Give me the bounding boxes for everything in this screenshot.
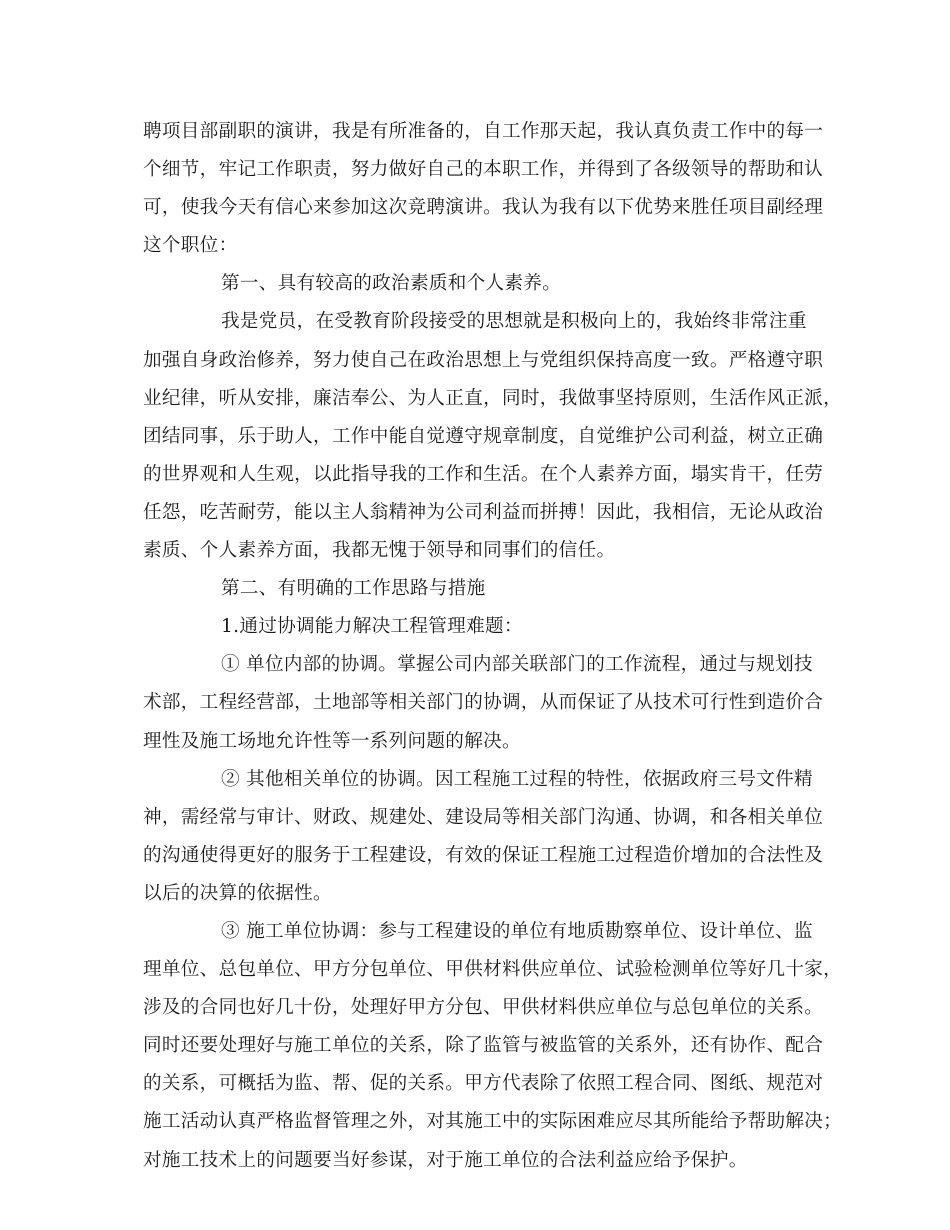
- text-line: 同时还要处理好与施工单位的关系，除了监管与被监管的关系外，还有协作、配合: [143, 1035, 824, 1057]
- text-line: ③ 施工单位协调：参与工程建设的单位有地质勘察单位、设计单位、监: [221, 920, 813, 942]
- text-line: 对施工技术上的问题要当好参谋，对于施工单位的合法利益应给予保护。: [143, 1149, 748, 1171]
- text-line: 术部，工程经营部，土地部等相关部门的协调，从而保证了从技术可行性到造价合: [143, 692, 824, 714]
- text-line: 的关系，可概括为监、帮、促的关系。甲方代表除了依照工程合同、图纸、规范对: [143, 1073, 824, 1095]
- text-line: 施工活动认真严格监督管理之外，对其施工中的实际困难应尽其所能给予帮助解决；: [143, 1111, 843, 1133]
- section-heading-1: 第一、具有较高的政治素质和个人素养。: [221, 273, 562, 295]
- text-line: 理性及施工场地允许性等一系列问题的解决。: [143, 730, 521, 752]
- text-line: 任怨，吃苦耐劳，能以主人翁精神为公司利益而拼搏！因此，我相信，无论从政治: [143, 501, 824, 523]
- text-line: ① 单位内部的协调。掌握公司内部关联部门的工作流程，通过与规划技: [221, 654, 813, 676]
- text-line: 的沟通使得更好的服务于工程建设，有效的保证工程施工过程造价增加的合法性及: [143, 844, 824, 866]
- text-line: ② 其他相关单位的协调。因工程施工过程的特性，依据政府三号文件精: [221, 768, 813, 790]
- text-line: 神，需经常与审计、财政、规建处、建设局等相关部门沟通、协调，和各相关单位: [143, 806, 824, 828]
- section-heading-2: 第二、有明确的工作思路与措施: [221, 578, 486, 600]
- subsection-heading: 1.通过协调能力解决工程管理难题：: [221, 616, 523, 638]
- text-line: 个细节，牢记工作职责，努力做好自己的本职工作，并得到了各级领导的帮助和认: [143, 159, 824, 181]
- text-line: 的世界观和人生观，以此指导我的工作和生活。在个人素养方面，塌实肯干，任劳: [143, 463, 824, 485]
- text-line: 素质、个人素养方面，我都无愧于领导和同事们的信任。: [143, 540, 616, 562]
- text-line: 团结同事，乐于助人，工作中能自觉遵守规章制度，自觉维护公司利益，树立正确: [143, 425, 824, 447]
- text-line: 以后的决算的依据性。: [143, 882, 332, 904]
- text-line: 我是党员，在受教育阶段接受的思想就是积极向上的，我始终非常注重: [221, 311, 807, 333]
- body-text: [143, 113, 843, 1180]
- text-line: 加强自身政治修养，努力使自己在政治思想上与党组织保持高度一致。严格遵守职: [143, 349, 824, 371]
- text-line: 聘项目部副职的演讲，我是有所准备的，自工作那天起，我认真负责工作中的每一: [143, 121, 824, 142]
- text-line: 业纪律，听从安排，廉洁奉公、为人正直，同时，我做事坚持原则，生活作风正派，: [143, 387, 843, 409]
- text-line: 理单位、总包单位、甲方分包单位、甲供材料供应单位、试验检测单位等好几十家，: [143, 959, 843, 981]
- text-line: 涉及的合同也好几十份，处理好甲方分包、甲供材料供应单位与总包单位的关系。: [143, 997, 824, 1019]
- text-line: 这个职位：: [143, 235, 238, 257]
- text-line: 可，使我今天有信心来参加这次竞聘演讲。我认为我有以下优势来胜任项目副经理: [143, 197, 824, 219]
